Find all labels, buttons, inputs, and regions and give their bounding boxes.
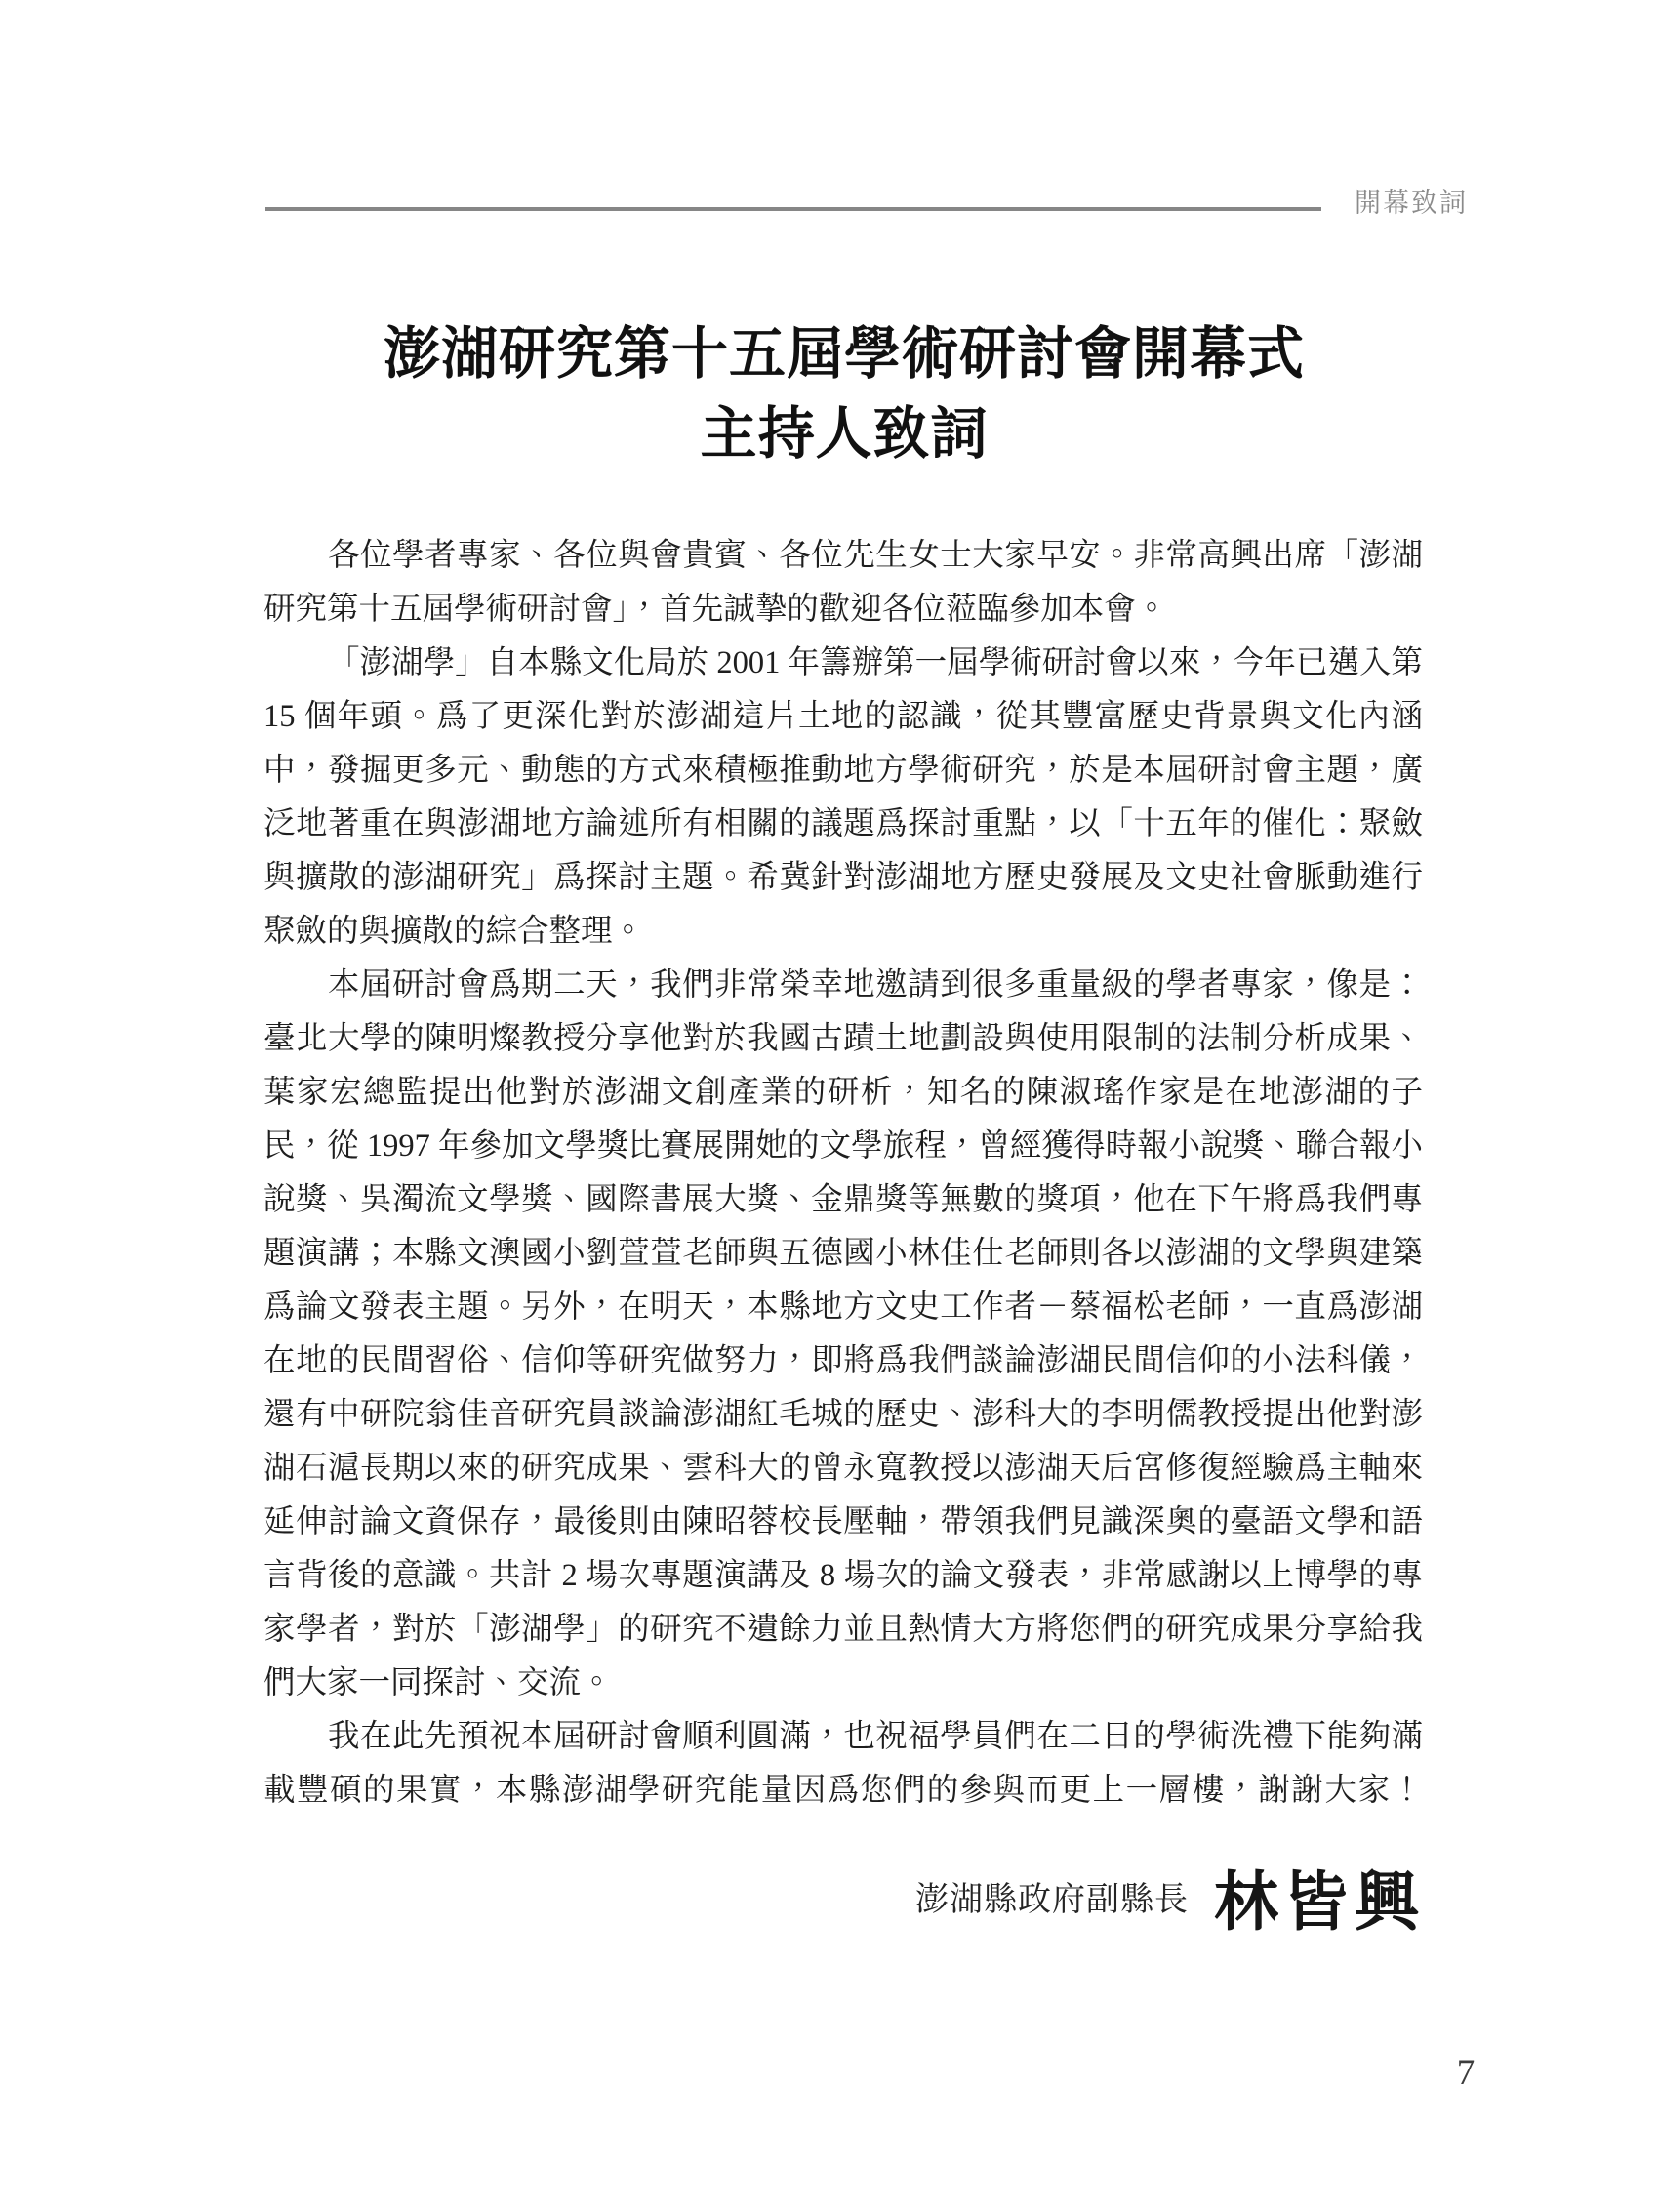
body-text-line: 民，從 1997 年參加文學獎比賽展開她的文學旅程，曾經獲得時報小說獎、聯合報小 (263, 1128, 1423, 1164)
body-text-line: 15 個年頭。爲了更深化對於澎湖這片土地的認識，從其豐富歷史背景與文化內涵 (263, 699, 1423, 734)
body-paragraphs (263, 529, 1423, 1818)
header-rule (265, 207, 1321, 211)
running-head (265, 182, 1468, 220)
body-text-line: 臺北大學的陳明燦教授分享他對於我國古蹟土地劃設與使用限制的法制分析成果、 (263, 1021, 1423, 1056)
body-text-line: 與擴散的澎湖研究」爲探討主題。希冀針對澎湖地方歷史發展及文史社會脈動進行 (263, 860, 1423, 895)
body-text-line: 本屆研討會爲期二天，我們非常榮幸地邀請到很多重量級的學者專家，像是： (328, 967, 1423, 1003)
body-text-line: 「澎湖學」自本縣文化局於 2001 年籌辦第一屆學術研討會以來，今年已邁入第 (328, 645, 1423, 680)
body-text-line: 聚斂的與擴散的綜合整理。 (263, 914, 645, 949)
running-title: 開幕致詞 (1355, 188, 1468, 218)
page-title-line-2: 主持人致詞 (700, 402, 989, 466)
body-text-line: 研究第十五屆學術研討會」，首先誠摯的歡迎各位蒞臨參加本會。 (263, 592, 1168, 627)
body-text-line: 題演講；本縣文澳國小劉萱萱老師與五德國小林佳仕老師則各以澎湖的文學與建築 (263, 1236, 1423, 1271)
body-text-line: 家學者，對於「澎湖學」的研究不遺餘力並且熱情大方將您們的研究成果分享給我 (263, 1612, 1423, 1647)
signature-role: 澎湖縣政府副縣長 (915, 1881, 1189, 1918)
page-number: 7 (1456, 2053, 1476, 2093)
body-text-line: 泛地著重在與澎湖地方論述所有相關的議題爲探討重點，以「十五年的催化：聚斂 (263, 806, 1423, 841)
body-text-line: 們大家一同探討、交流。 (263, 1665, 613, 1700)
signature-name: 林皆興 (1214, 1866, 1425, 1939)
body-text-line: 載豐碩的果實，本縣澎湖學研究能量因爲您們的參與而更上一層樓，謝謝大家！ (263, 1773, 1423, 1808)
body-text-line: 我在此先預祝本屆研討會順利圓滿，也祝福學員們在二日的學術洗禮下能夠滿 (328, 1719, 1423, 1754)
body-text-line: 各位學者專家、各位與會貴賓、各位先生女士大家早安。非常高興出席「澎湖 (328, 538, 1423, 573)
page-title (263, 314, 1425, 474)
body-text-line: 葉家宏總監提出他對於澎湖文創產業的研析，知名的陳淑瑤作家是在地澎湖的子 (263, 1075, 1423, 1110)
body-text-line: 延伸討論文資保存，最後則由陳昭蓉校長壓軸，帶領我們見識深奧的臺語文學和語 (263, 1504, 1423, 1539)
signature-block (263, 1851, 1425, 1941)
body-text-line: 爲論文發表主題。另外，在明天，本縣地方文史工作者－蔡福松老師，一直爲澎湖 (263, 1290, 1423, 1325)
body-text-line: 湖石滬長期以來的研究成果、雲科大的曾永寬教授以澎湖天后宮修復經驗爲主軸來 (263, 1451, 1423, 1486)
body-text-line: 言背後的意識。共計 2 場次專題演講及 8 場次的論文發表，非常感謝以上博學的專 (263, 1558, 1423, 1593)
body-text-line: 在地的民間習俗、信仰等研究做努力，即將爲我們談論澎湖民間信仰的小法科儀， (263, 1343, 1423, 1378)
body-text-line: 說獎、吳濁流文學獎、國際書展大獎、金鼎獎等無數的獎項，他在下午將爲我們專 (263, 1182, 1423, 1217)
body-text-line: 中，發掘更多元、動態的方式來積極推動地方學術研究，於是本屆研討會主題，廣 (263, 753, 1423, 788)
page-title-line-1: 澎湖研究第十五屆學術研討會開幕式 (383, 322, 1305, 386)
body-text-line: 還有中研院翁佳音研究員談論澎湖紅毛城的歷史、澎科大的李明儒教授提出他對澎 (263, 1397, 1423, 1432)
